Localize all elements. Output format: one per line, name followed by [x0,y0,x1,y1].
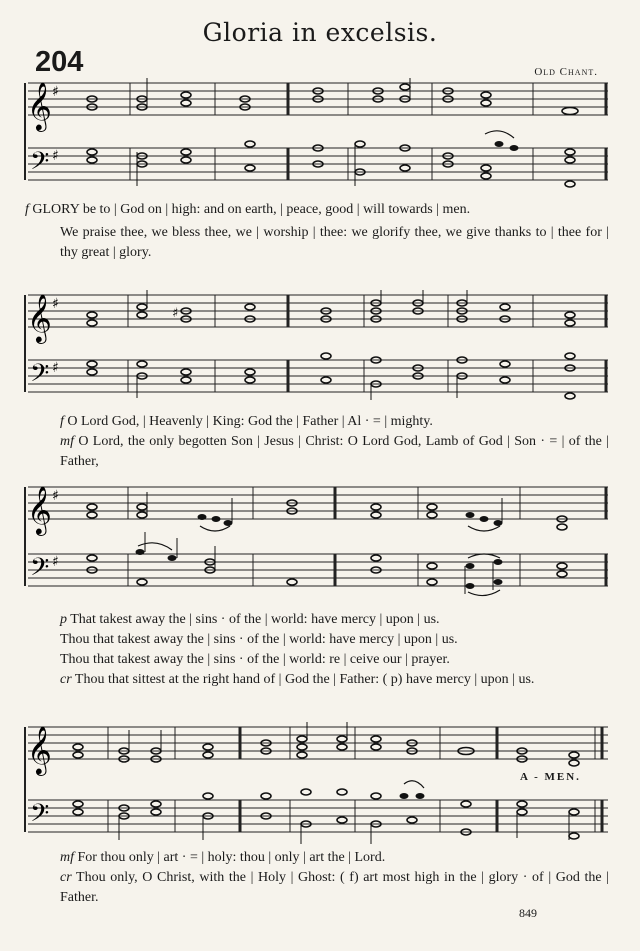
text-line: Thou that takest away the | sins · of the | world: re | ceive our | prayer. [60,652,450,667]
bass-staff-4 [28,800,608,832]
text-line: p That takest away the | sins · of the | world: have mercy | upon | us. [60,612,440,627]
treble-clef-icon: 𝄞 [27,293,52,342]
bass-clef-icon: 𝄢 [30,553,50,588]
accidental-sharp: ♯ [172,306,179,321]
tune-name: Old Chant. [534,66,598,78]
bass-staff-3 [28,554,608,586]
filled-notes-4 [400,793,425,799]
text-line: mf For thou only | art · = | holy: thou | only | art the | Lord. [60,850,386,865]
bass-clef-icon: 𝄢 [30,359,50,394]
slur [200,526,230,531]
page-title: Gloria in excelsis. [202,18,438,47]
music-system-3 [0,482,640,602]
barlines-2 [25,295,606,392]
bass-clef-icon: 𝄢 [30,147,50,182]
slur [468,554,500,558]
slur [404,781,424,788]
text-line: f O Lord God, | Heavenly | King: God the | Father | Al · = | mighty. [60,414,433,429]
treble-staff-3 [28,487,608,519]
slur-1 [485,131,514,138]
dynamic-mark: cr [60,870,72,885]
bass-staff-1 [28,148,608,180]
bass-staff-2 [28,360,608,392]
amen-label: A - MEN. [520,771,581,783]
slur [468,526,500,531]
text-line: mf O Lord, the only begotten Son | Jesus | Christ: O Lord God, Lamb of God | Son · = | of the | Father, [60,434,609,469]
key-signature-sharp: ♯ [52,148,59,164]
text-line: f GLORY be to | God on | high: and on earth, | peace, good | will towards | men. [25,202,471,217]
barlines-3 [25,487,606,586]
text-line: We praise thee, we bless thee, we | worship | thee: we glorify thee, we give thanks to | thee for | thy great | glory. [60,225,609,260]
dynamic-mark: f [25,202,29,217]
bass-clef-icon: 𝄢 [30,799,50,834]
chant-text-3 [25,610,609,690]
slur [138,543,172,550]
stems-3 [145,492,502,594]
stems-1 [137,78,410,186]
page-number: 849 [519,906,537,920]
music-system-1 [0,78,640,193]
hymn-number: 204 [35,46,84,78]
text-line: cr Thou only, O Christ, with the | Holy | Ghost: ( f) art most high in the | glory · of | God the | Father. [60,870,609,905]
stems-4 [119,722,569,844]
key-signature-sharp: ♯ [52,554,59,570]
treble-clef-icon: 𝄞 [27,81,52,130]
filled-notes-1 [495,141,519,151]
dynamic-mark: mf [60,850,74,865]
dynamic-mark: mf [60,434,74,449]
notes-3 [87,500,567,585]
chant-text-2 [25,412,609,472]
treble-staff-2 [28,295,608,327]
key-signature-sharp: ♯ [52,296,59,312]
music-system-4 [0,722,640,847]
chant-text-4 [25,848,609,908]
treble-clef-icon: 𝄞 [27,485,52,534]
chant-text-1 [25,200,609,263]
key-signature-sharp: ♯ [52,84,59,100]
treble-clef-icon: 𝄞 [27,725,52,774]
text-line: cr Thou that sittest at the right hand of | God the | Father: ( p) have mercy | upon | us. [60,672,535,687]
text-line: Thou that takest away the | sins · of the | world: have mercy | upon | us. [60,632,458,647]
music-system-2 [0,290,640,405]
dynamic-mark: cr [60,672,72,687]
barlines-1 [25,83,606,180]
key-signature-sharp: ♯ [52,488,59,504]
dynamic-mark: f [60,414,64,429]
dynamic-mark: p [60,612,67,627]
slur [468,590,500,596]
filled-notes-3 [136,512,503,589]
key-signature-sharp: ♯ [52,360,59,376]
